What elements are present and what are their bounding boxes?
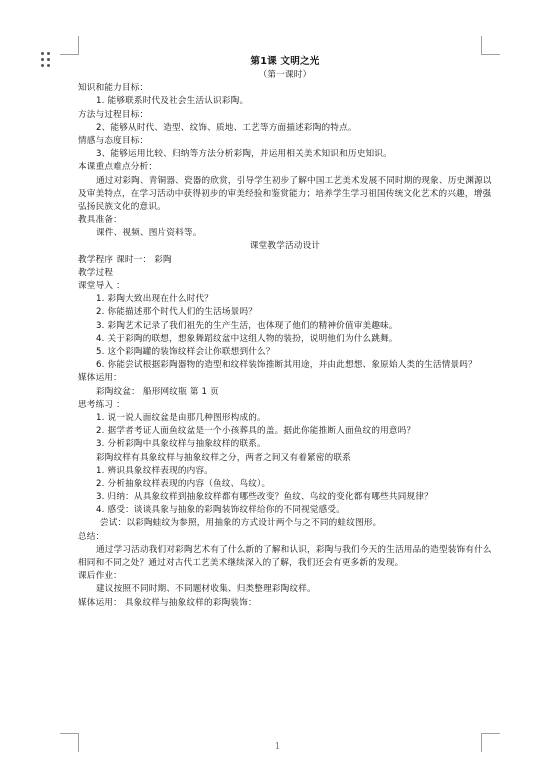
crop-mark-top-right: [481, 36, 500, 55]
knowledge-heading: 知识和能力目标：: [78, 83, 149, 94]
homework-text: 建议按照不同时期、不同题材收集、归类整理彩陶纹样。: [96, 584, 316, 595]
document-body: [78, 55, 492, 610]
intro-question: 1. 彩陶大致出现在什么时代？: [96, 294, 214, 305]
method-item: 2、能够从时代、造型、纹饰、质地、工艺等方面描述彩陶的特点。: [96, 122, 357, 133]
exercise-item: 3. 分析彩陶中具象纹样与抽象纹样的联系。: [96, 439, 266, 450]
analysis-paragraph: 通过对彩陶、青铜器、瓷器的欣赏，引导学生初步了解中国工艺美术发展不同时期的现象、历史渊源以及审美特点，在学习活动中获得初步的审美经验和鉴赏能力；培养学生学习祖国传统文化艺术的兴趣，增强弘扬民族文化的意识。: [78, 175, 492, 212]
summary-paragraph: 通过学习活动我们对彩陶艺术有了什么新的了解和认识，彩陶与我们今天的生活用品的造型装饰有什么相同和不同之处？通过对古代工艺美术继续深入的了解，我们还会有更多新的发现。: [78, 544, 492, 569]
program-line: 教学程序 课时一： 彩陶: [78, 254, 172, 265]
intro-label: 课堂导入 ：: [78, 281, 125, 292]
prep-text: 课件、视频、图片资料等。: [96, 228, 202, 239]
step-item: 3. 归纳：从具象纹样到抽象纹样都有哪些改变？鱼纹、鸟纹的变化都有哪些共同规律？: [96, 492, 433, 503]
try-text: 尝试：以彩陶蛙纹为参照，用抽象的方式设计两个与之不同的蛙纹图形。: [100, 518, 382, 529]
move-handle-icon[interactable]: [41, 52, 53, 68]
emotion-heading: 情感与态度目标：: [78, 135, 149, 146]
intro-question: 5. 这个彩陶罐的装饰纹样会让你联想到什么？: [96, 346, 275, 357]
emotion-item: 3、能够运用比较、归纳等方法分析彩陶，并运用相关美术知识和历史知识。: [96, 149, 392, 160]
media-text: 彩陶纹盆： 船形网纹瓶 第 1 页: [96, 386, 219, 397]
prep-heading: 教具准备：: [78, 215, 122, 226]
analysis-heading: 本课重点难点分析：: [78, 162, 158, 173]
media-label: 媒体运用：: [78, 373, 122, 384]
media-line-2: 媒体运用： 具象纹样与抽象纹样的彩陶装饰：: [78, 597, 257, 608]
process-label: 教学过程: [78, 267, 114, 278]
relation-text: 彩陶纹样有具象纹样与抽象纹样之分，两者之间又有着紧密的联系: [96, 452, 352, 463]
intro-question: 2. 你能描述那个时代人们的生活场景吗？: [96, 307, 258, 318]
step-item: 1. 辨识具象纹样表现的内容。: [96, 465, 214, 476]
intro-question: 6. 你能尝试根据彩陶器物的造型和纹样装饰推断其用途，并由此想想、象原始人类的生活情景吗？: [96, 360, 477, 371]
homework-label: 课后作业：: [78, 571, 122, 582]
intro-question: 4. 关于彩陶的联想，想象舞蹈纹盆中这组人物的装扮，说明他们为什么跳舞。: [96, 333, 398, 344]
exercise-item: 2. 据学者考证人面鱼纹盆是一个小孩葬具的盖。据此你能推断人面鱼纹的用意吗？: [96, 426, 416, 437]
crop-mark-top-left: [60, 36, 79, 55]
lesson-subtitle: （第一课时）: [258, 70, 312, 80]
step-item: 2. 分析抽象纹样表现的内容（鱼纹、鸟纹）。: [96, 478, 271, 489]
intro-question: 3. 彩陶艺术记录了我们祖先的生产生活，也体现了他们的精神价值审美趣味。: [96, 320, 398, 331]
exercise-item: 1. 说一说人面纹盆是由那几种图形构成的。: [96, 412, 266, 423]
exercise-label: 思考练习 ：: [78, 399, 125, 410]
lesson-title: 第1课 文明之光: [250, 56, 320, 67]
design-title: 课堂教学活动设计: [249, 241, 321, 252]
step-item: 4. 感受：谈谈具象与抽象的彩陶装饰纹样给你的不同视觉感受。: [96, 505, 345, 516]
page-number: 1: [274, 742, 281, 752]
summary-label: 总结：: [78, 531, 105, 542]
method-heading: 方法与过程目标：: [78, 109, 149, 120]
knowledge-item: 1. 能够联系时代及社会生活认识彩陶。: [96, 96, 249, 107]
